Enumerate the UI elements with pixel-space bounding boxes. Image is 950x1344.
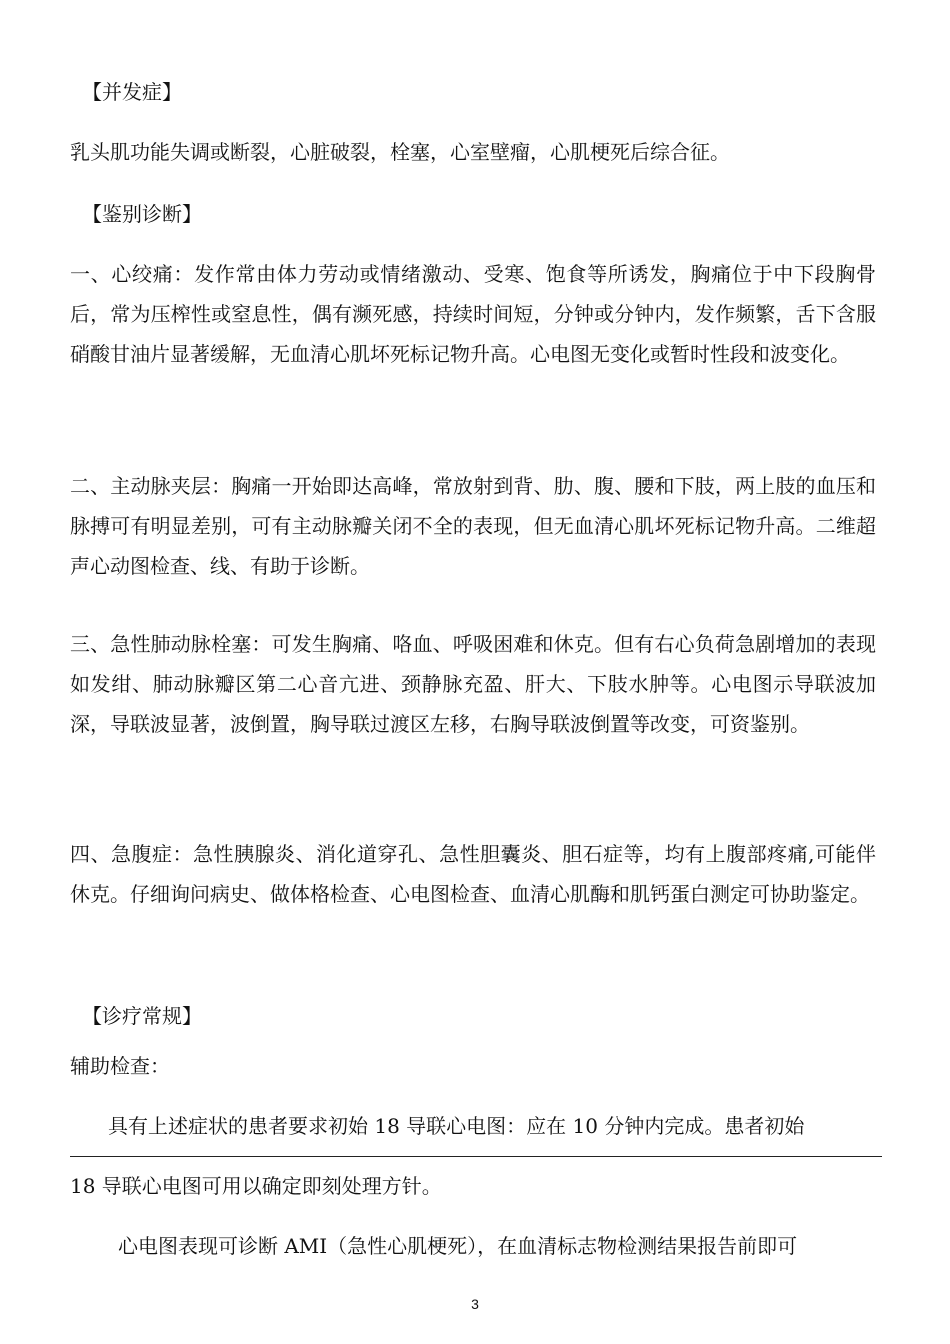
complications-text: 乳头肌功能失调或断裂，心脏破裂，栓塞，心室壁瘤，心肌梗死后综合征。 bbox=[70, 140, 730, 164]
diff-item-aortic-dissection: 二、主动脉夹层：胸痛一开始即达高峰，常放射到背、肋、腹、腰和下肢，两上肢的血压和脉搏可有明显差别，可有主动脉瓣关闭不全的表现，但无血清心肌坏死标记物升高。二维超声心动图检查、线、有助于诊断。 bbox=[70, 474, 876, 578]
routine-heading: 【诊疗常规】 bbox=[82, 1004, 202, 1028]
ami-paragraph: 心电图表现可诊断 AMI（急性心肌梗死），在血清标志物检测结果报告前即可 bbox=[118, 1234, 798, 1258]
diff-item-pulmonary-embolism: 三、急性肺动脉栓塞：可发生胸痛、咯血、呼吸困难和休克。但有右心负荷急剧增加的表现如发绀、肺动脉瓣区第二心音亢进、颈静脉充盈、肝大、下肢水肿等。心电图示导联波加深，导联波显著，波倒置，胸导联过渡区左移，右胸导联波倒置等改变，可资鉴别。 bbox=[70, 632, 876, 736]
diff-item-angina: 一、心绞痛：发作常由体力劳动或情绪激动、受寒、饱食等所诱发，胸痛位于中下段胸骨后，常为压榨性或窒息性，偶有濒死感，持续时间短，分钟或分钟内，发作频繁，舌下含服硝酸甘油片显著缓解，无血清心肌坏死标记物升高。心电图无变化或暂时性段和波变化。 bbox=[70, 262, 876, 366]
page-number: 3 bbox=[471, 1296, 479, 1312]
ecg-paragraph-line2: 18 导联心电图可用以确定即刻处理方针。 bbox=[70, 1174, 442, 1198]
diff-item-acute-abdomen: 四、急腹症：急性胰腺炎、消化道穿孔、急性胆囊炎、胆石症等，均有上腹部疼痛,可能伴休克。仔细询问病史、做体格检查、心电图检查、血清心肌酶和肌钙蛋白测定可协助鉴定。 bbox=[70, 842, 876, 906]
auxiliary-exam-label: 辅助检查： bbox=[70, 1054, 170, 1078]
horizontal-divider bbox=[70, 1156, 882, 1157]
differential-diagnosis-heading: 【鉴别诊断】 bbox=[82, 202, 202, 226]
complications-heading: 【并发症】 bbox=[82, 80, 182, 104]
ecg-paragraph-line1: 具有上述症状的患者要求初始 18 导联心电图：应在 10 分钟内完成。患者初始 bbox=[108, 1114, 805, 1138]
